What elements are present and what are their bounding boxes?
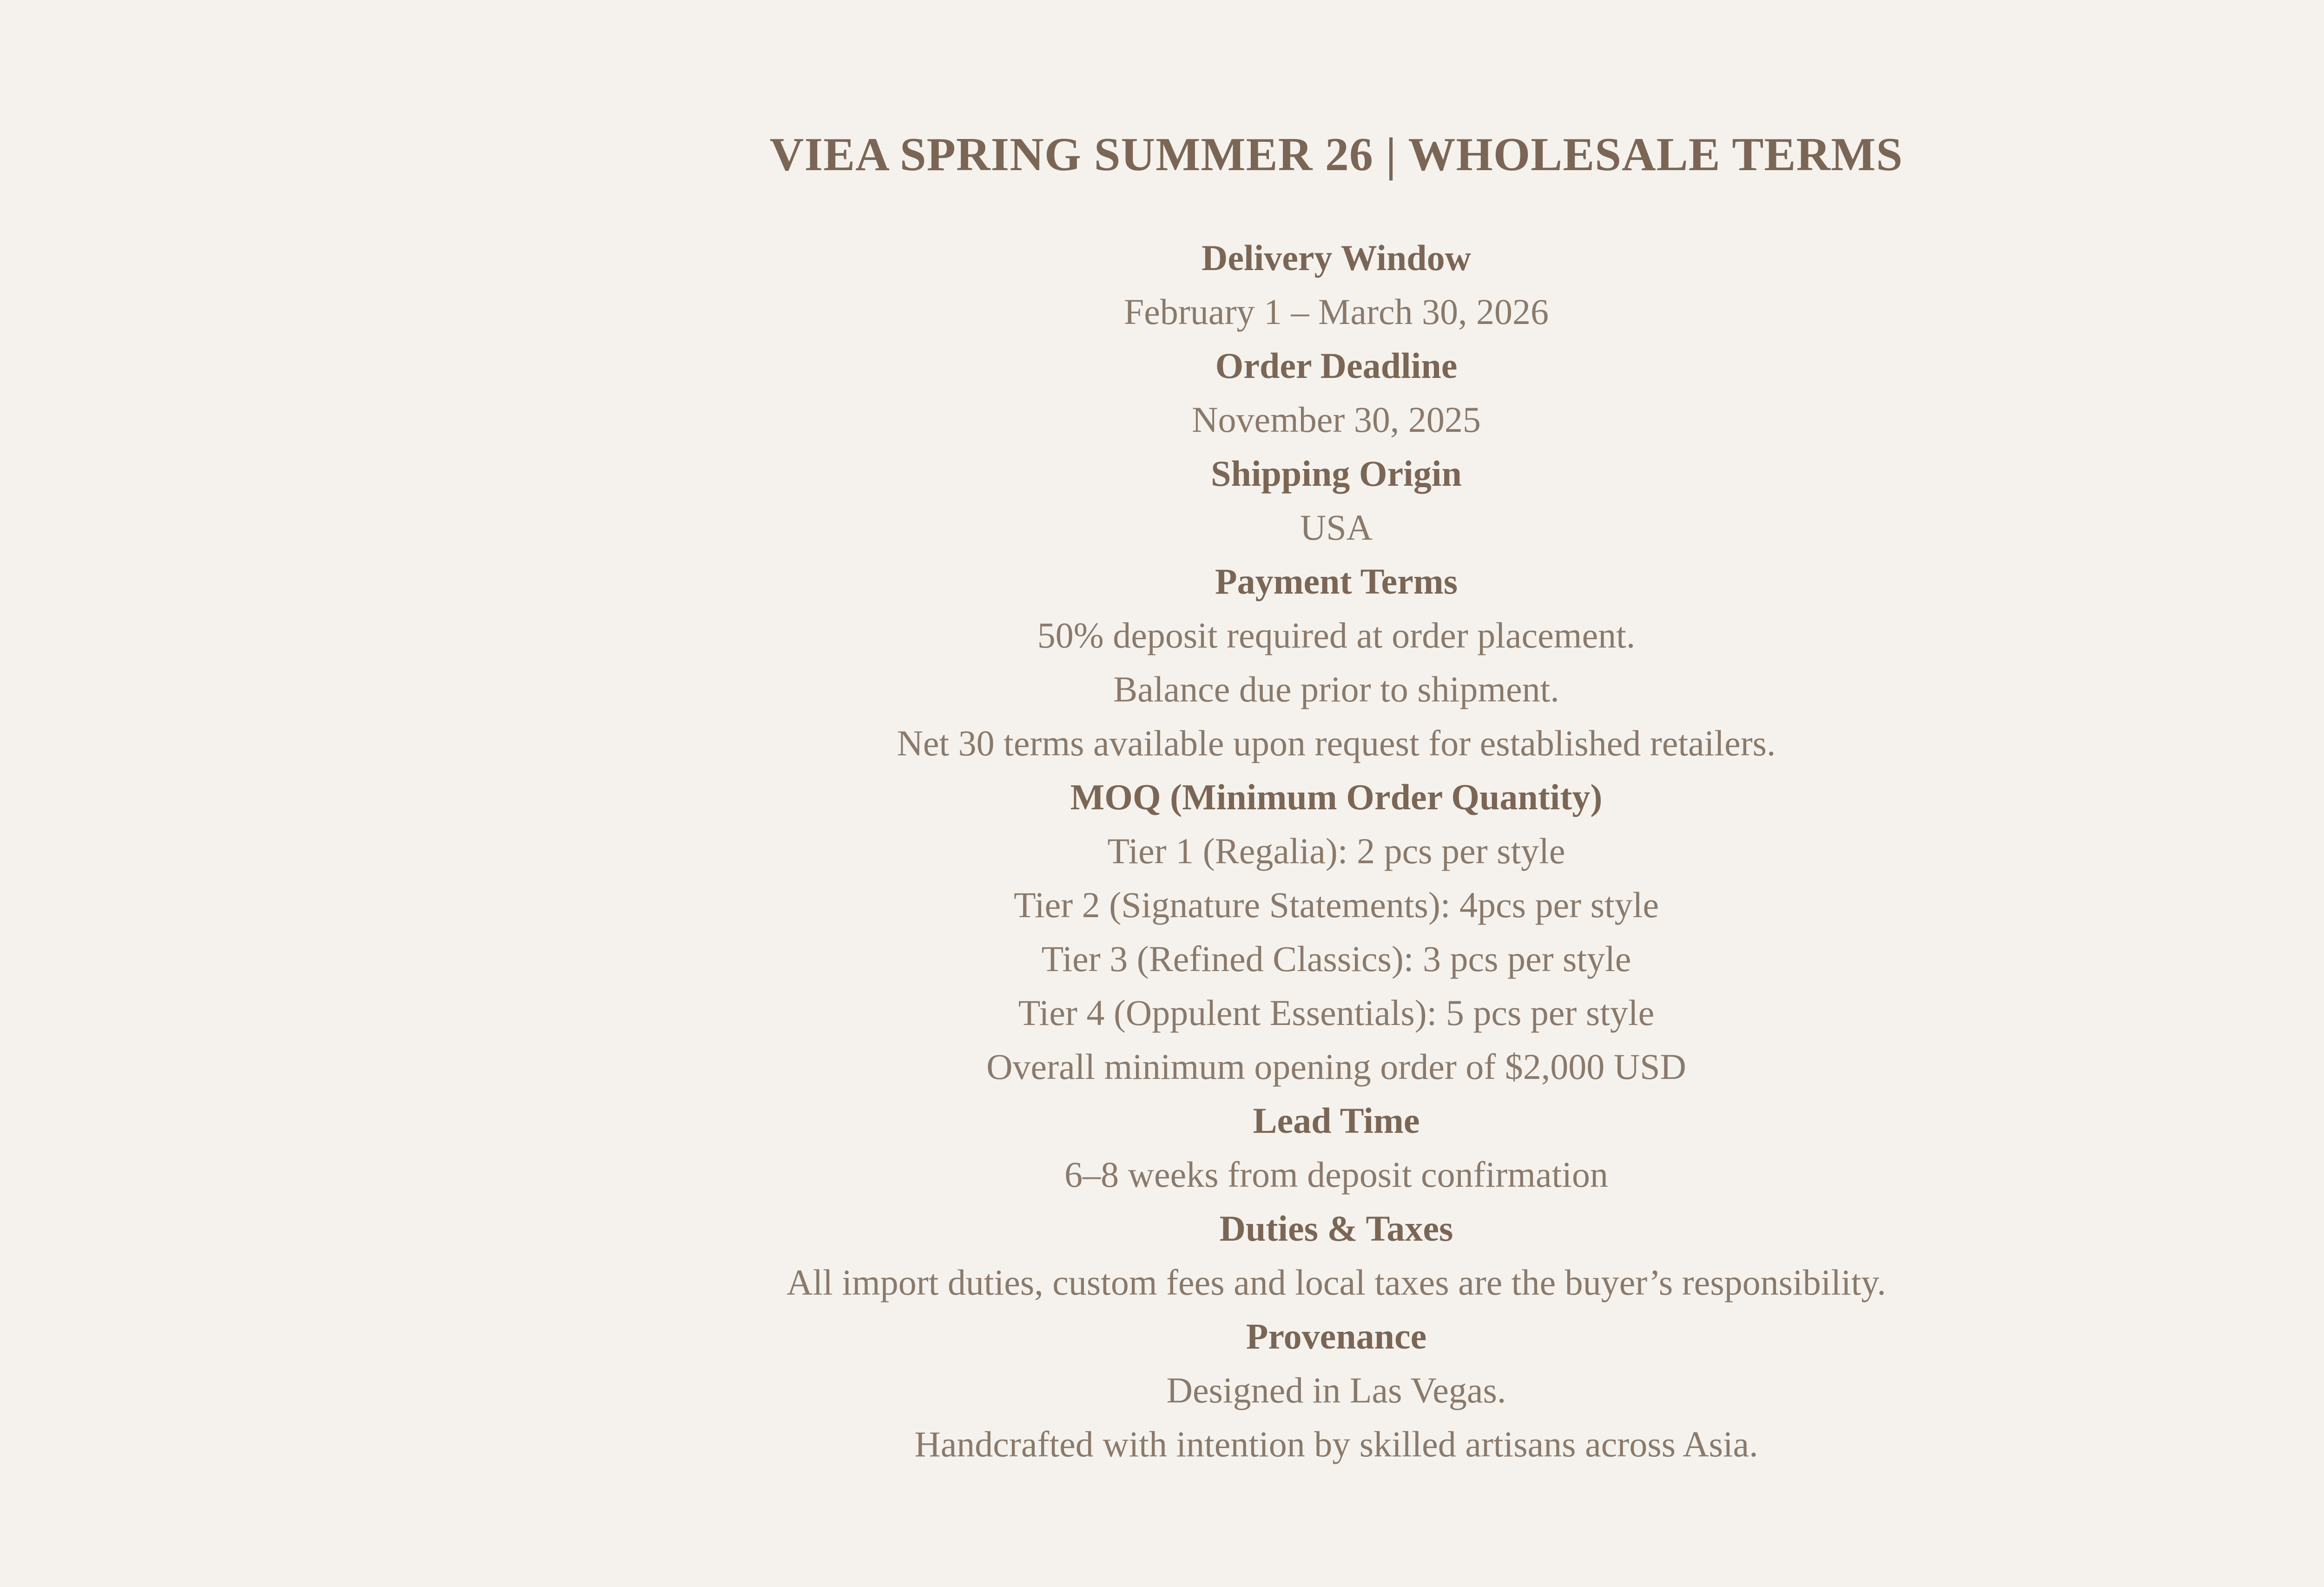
delivery-window-value: February 1 – March 30, 2026: [1123, 291, 1549, 332]
moq-tier-1: Tier 1 (Regalia): 2 pcs per style: [1107, 831, 1565, 871]
terms-list: [0, 231, 2324, 1471]
page-title: VIEA SPRING SUMMER 26 | WHOLESALE TERMS: [769, 128, 1903, 181]
moq-tier-4: Tier 4 (Oppulent Essentials): 5 pcs per style: [1018, 992, 1655, 1033]
order-deadline-heading: Order Deadline: [1215, 345, 1458, 386]
moq-tier-2: Tier 2 (Signature Statements): 4pcs per style: [1014, 885, 1659, 925]
lead-time-heading: Lead Time: [1253, 1100, 1420, 1141]
duties-taxes-heading: Duties & Taxes: [1219, 1208, 1453, 1249]
payment-terms-deposit: 50% deposit required at order placement.: [1037, 615, 1636, 655]
moq-overall-minimum: Overall minimum opening order of $2,000 USD: [986, 1046, 1686, 1087]
moq-heading: MOQ (Minimum Order Quantity): [1070, 777, 1603, 817]
provenance-handcrafted: Handcrafted with intention by skilled artisans across Asia.: [914, 1424, 1758, 1464]
payment-terms-net30: Net 30 terms available upon request for established retailers.: [897, 723, 1776, 763]
duties-taxes-value: All import duties, custom fees and local taxes are the buyer’s responsibility.: [786, 1262, 1886, 1303]
order-deadline-value: November 30, 2025: [1192, 399, 1481, 440]
moq-tier-3: Tier 3 (Refined Classics): 3 pcs per style: [1041, 939, 1631, 979]
shipping-origin-value: USA: [1300, 507, 1373, 548]
delivery-window-heading: Delivery Window: [1202, 238, 1471, 278]
lead-time-value: 6–8 weeks from deposit confirmation: [1064, 1154, 1608, 1195]
shipping-origin-heading: Shipping Origin: [1211, 453, 1462, 494]
payment-terms-heading: Payment Terms: [1215, 561, 1458, 602]
payment-terms-balance: Balance due prior to shipment.: [1113, 669, 1559, 709]
provenance-designed: Designed in Las Vegas.: [1166, 1370, 1506, 1410]
provenance-heading: Provenance: [1246, 1316, 1427, 1356]
